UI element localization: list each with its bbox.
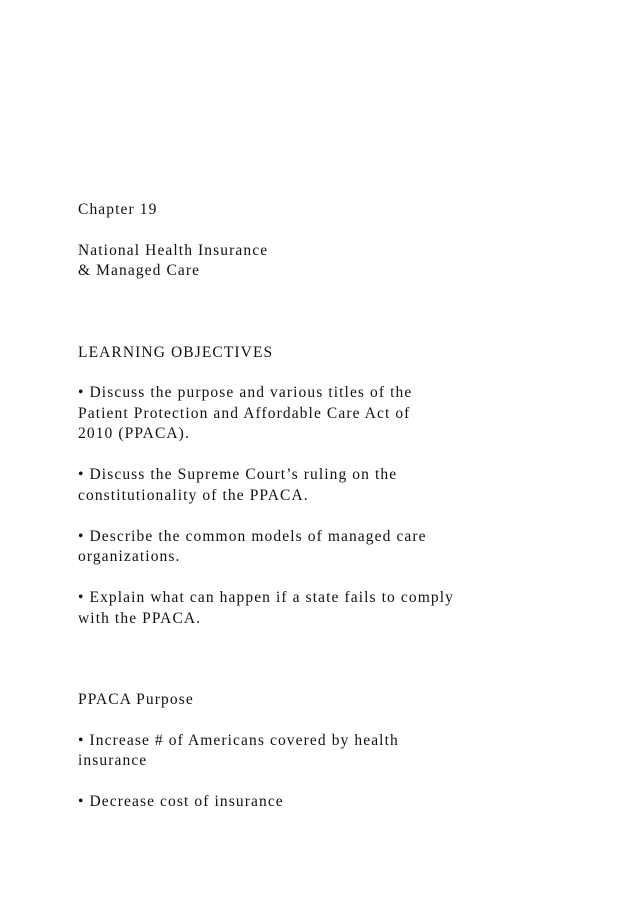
purpose-item-1-line-2: insurance bbox=[78, 752, 148, 769]
objective-2-line-2: constitutionality of the PPACA. bbox=[78, 487, 309, 504]
objective-1-line-1: • Discuss the purpose and various titles of the bbox=[78, 384, 413, 401]
objectives-heading: LEARNING OBJECTIVES bbox=[78, 344, 274, 361]
objective-4-line-2: with the PPACA. bbox=[78, 610, 202, 627]
objective-3-line-1: • Describe the common models of managed care bbox=[78, 528, 427, 545]
chapter-title-line-1: National Health Insurance bbox=[78, 242, 269, 259]
objective-3-line-2: organizations. bbox=[78, 548, 181, 565]
chapter-title-line-2: & Managed Care bbox=[78, 262, 201, 279]
objective-1-line-2: Patient Protection and Affordable Care Act of bbox=[78, 405, 411, 422]
objective-2-line-1: • Discuss the Supreme Court’s ruling on the bbox=[78, 466, 398, 483]
purpose-item-1-line-1: • Increase # of Americans covered by health bbox=[78, 732, 399, 749]
objective-4-line-1: • Explain what can happen if a state fails to comply bbox=[78, 589, 454, 606]
purpose-heading: PPACA Purpose bbox=[78, 691, 194, 708]
chapter-heading: Chapter 19 bbox=[78, 201, 158, 218]
purpose-item-2-line-1: • Decrease cost of insurance bbox=[78, 793, 284, 810]
objective-1-line-3: 2010 (PPACA). bbox=[78, 425, 190, 442]
